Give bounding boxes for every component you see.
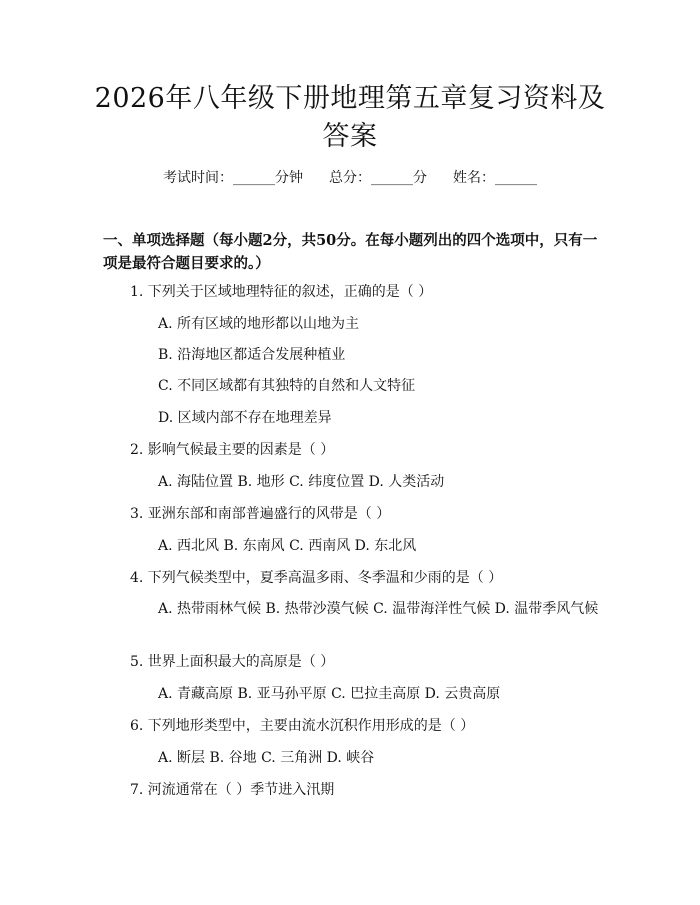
question-7-stem: 7. 河流通常在（ ）季节进入汛期 [130,782,335,798]
question-2-stem: 2. 影响气候最主要的因素是（ ） [130,442,335,458]
question-6-options: A. 断层 B. 谷地 C. 三角洲 D. 峡谷 [158,750,375,766]
question-6-stem: 6. 下列地形类型中，主要由流水沉积作用形成的是（ ） [130,718,475,734]
exam-time-field: 考试时间：______分钟 [163,170,303,186]
question-5-options: A. 青藏高原 B. 亚马孙平原 C. 巴拉圭高原 D. 云贵高原 [158,686,501,702]
question-1-stem: 1. 下列关于区域地理特征的叙述，正确的是（ ） [130,284,433,300]
student-name-field: 姓名：______ [453,170,537,186]
question-5-stem: 5. 世界上面积最大的高原是（ ） [130,654,335,670]
question-1-option-c: C. 不同区域都有其独特的自然和人文特征 [158,378,416,394]
total-score-field: 总分：______分 [329,170,427,186]
question-2-options: A. 海陆位置 B. 地形 C. 纬度位置 D. 人类活动 [158,474,445,490]
question-1-option-a: A. 所有区域的地形都以山地为主 [158,316,360,332]
question-4-options: A. 热带雨林气候 B. 热带沙漠气候 C. 温带海洋性气候 D. 温带季风气候 [158,601,599,617]
question-4-stem: 4. 下列气候类型中，夏季高温多雨、冬季温和少雨的是（ ） [130,570,503,586]
question-1-option-d: D. 区域内部不存在地理差异 [158,410,332,426]
document-title: 2026年八年级下册地理第五章复习资料及答案 [94,83,606,152]
question-1-option-b: B. 沿海地区都适合发展种植业 [158,347,346,363]
exam-info-line [0,168,700,188]
question-3-options: A. 西北风 B. 东南风 C. 西南风 D. 东北风 [158,538,417,554]
question-3-stem: 3. 亚洲东部和南部普遍盛行的风带是（ ） [130,506,391,522]
section-heading-single-choice: 一、单项选择题（每小题2分，共50分。在每小题列出的四个选项中，只有一项是最符合题目要求的。） [103,232,598,272]
